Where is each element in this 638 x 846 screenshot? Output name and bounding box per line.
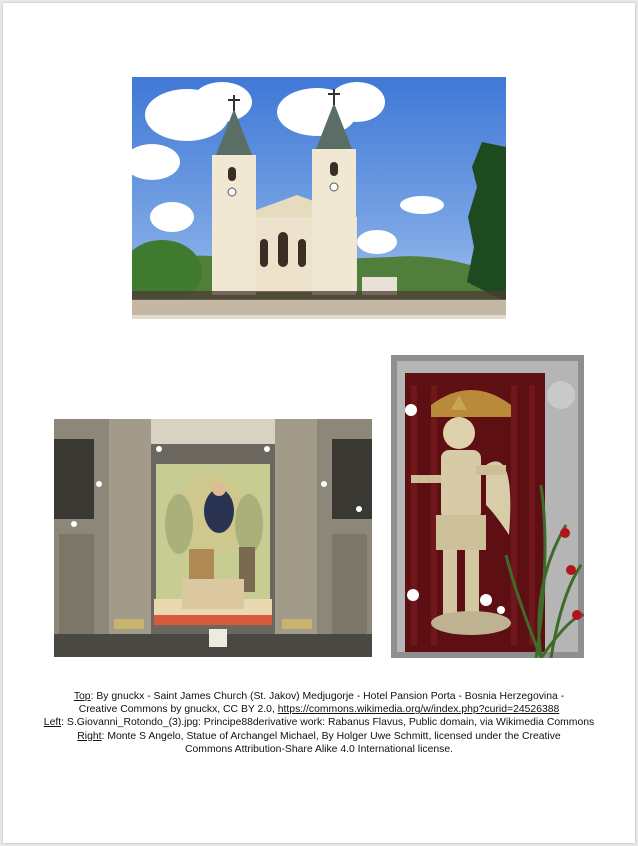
caption-right-text-2: Commons Attribution-Share Alike 4.0 International license. xyxy=(185,743,453,755)
caption-right-label: Right xyxy=(77,730,102,742)
caption-left-label: Left xyxy=(43,717,62,729)
church-interior-photo xyxy=(54,419,372,657)
document-page xyxy=(3,3,635,843)
caption-top-line-1 xyxy=(23,690,615,703)
photo-credits xyxy=(23,690,615,756)
wikimedia-link[interactable]: https://commons.wikimedia.org/w/index.php?curid=24526388 xyxy=(277,704,560,716)
caption-right-text-1: : Monte S Angelo, Statue of Archangel Michael, By Holger Uwe Schmitt, licensed under the Creative xyxy=(101,730,561,742)
caption-right-line-2 xyxy=(23,743,615,756)
archangel-statue-photo xyxy=(391,355,584,658)
caption-top-line-2 xyxy=(23,703,615,716)
caption-top-text-2: Creative Commons by gnuckx, CC BY 2.0, xyxy=(78,704,278,716)
church-photo xyxy=(132,77,506,319)
caption-top-label: Top xyxy=(73,691,91,702)
caption-right-line-1 xyxy=(23,730,615,743)
caption-left-text: : S.Giovanni_Rotondo_(3).jpg: Principe88derivative work: Rabanus Flavus, Public domain, via Wikimedia Commons xyxy=(61,717,595,729)
caption-top-text-1: : By gnuckx - Saint James Church (St. Jakov) Medjugorje - Hotel Pansion Porta - Bosnia Herzegovina - xyxy=(90,691,565,702)
caption-left-line xyxy=(23,716,615,729)
